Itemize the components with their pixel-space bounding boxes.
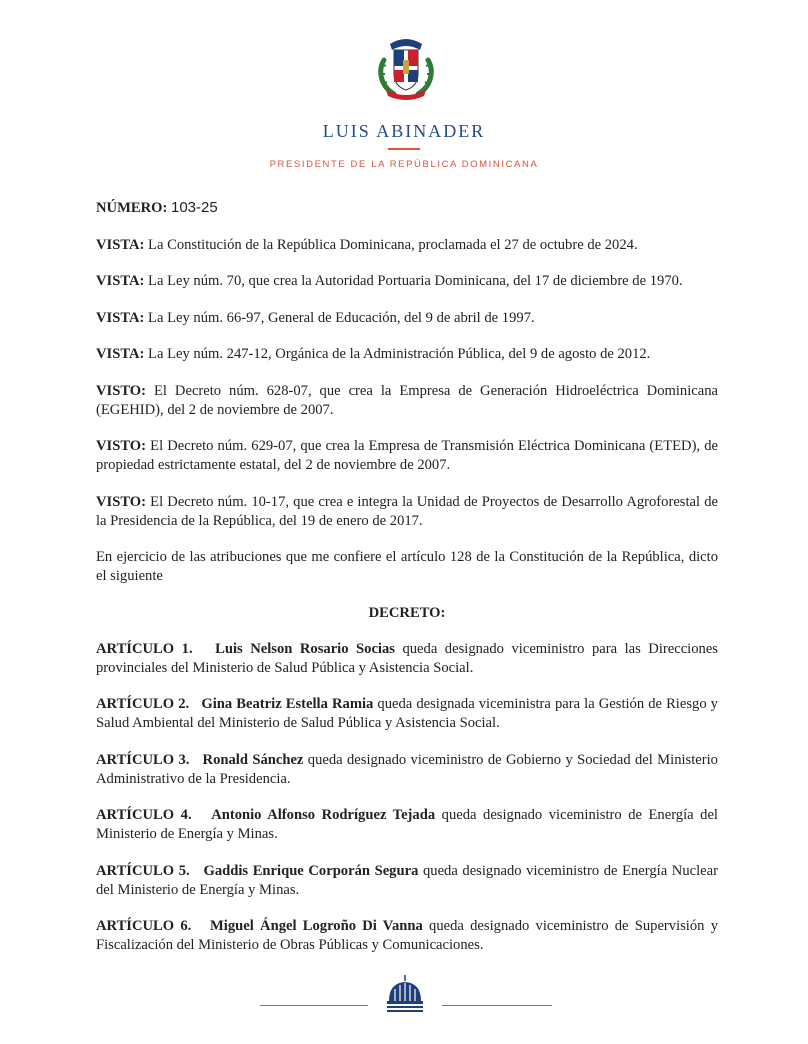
preamble: En ejercicio de las atribuciones que me confiere el artículo 128 de la Constitución de la República, dicto el siguiente xyxy=(96,549,718,584)
articulo-text: queda designado viceministro de Gobierno y Sociedad del Ministerio Administrativo de la Presidencia. xyxy=(96,751,718,787)
visto-paragraph xyxy=(96,382,718,420)
designee-name: Miguel Ángel Logroño Di Vanna xyxy=(210,918,423,934)
visto-text: El Decreto núm. 628-07, que crea la Empresa de Generación Hidroeléctrica Dominicana (EGEHID), del 2 de noviembre de 2007. xyxy=(96,382,718,418)
designee-name: Gina Beatriz Estella Ramia xyxy=(201,696,374,712)
president-title: PRESIDENTE DE LA REPÚBLICA DOMINICANA xyxy=(269,159,539,170)
designee-name: Ronald Sánchez xyxy=(202,751,304,768)
decreto-heading: DECRETO: xyxy=(368,604,446,621)
articulo-paragraph xyxy=(96,751,718,789)
visto-label: VISTA: xyxy=(96,273,145,289)
articulo-text: queda designada viceministra para la Gestión de Riesgo y Salud Ambiental del Ministerio de Salud Pública y Asistencia Social. xyxy=(96,696,718,731)
visto-label: VISTA: xyxy=(96,309,145,326)
visto-paragraph xyxy=(96,437,718,475)
visto-paragraph xyxy=(96,345,718,364)
page-footer xyxy=(0,973,808,1017)
palace-dome-icon xyxy=(385,975,425,1013)
visto-paragraph xyxy=(96,236,718,255)
articulo-paragraph xyxy=(96,695,718,733)
president-name: LUIS ABINADER xyxy=(322,121,486,141)
visto-text: La Ley núm. 70, que crea la Autoridad Portuaria Dominicana, del 17 de diciembre de 1970. xyxy=(148,273,683,289)
articulo-text: queda designado viceministro de Supervisión y Fiscalización del Ministerio de Obras Públicas y Comunicaciones. xyxy=(96,918,718,953)
visto-label: VISTO: xyxy=(96,438,147,454)
numero-line xyxy=(96,198,718,218)
visto-label: VISTA: xyxy=(96,346,145,362)
articulo-label: ARTÍCULO 5. xyxy=(96,862,190,879)
visto-text: La Ley núm. 247-12, Orgánica de la Administración Pública, del 9 de agosto de 2012. xyxy=(148,346,651,362)
articulo-paragraph xyxy=(96,862,718,900)
numero-label: NÚMERO: xyxy=(96,200,168,216)
articulo-text: queda designado viceministro para las Direcciones provinciales del Ministerio de Salud Pública y Asistencia Social. xyxy=(96,640,718,676)
articulo-label: ARTÍCULO 3. xyxy=(96,751,190,768)
visto-text: La Ley núm. 66-97, General de Educación, del 9 de abril de 1997. xyxy=(148,309,535,326)
visto-text: La Constitución de la República Dominicana, proclamada el 27 de octubre de 2024. xyxy=(148,236,638,253)
visto-label: VISTO: xyxy=(96,493,147,510)
numero-value: 103-25 xyxy=(171,199,218,216)
articulo-label: ARTÍCULO 6. xyxy=(96,918,192,934)
visto-label: VISTO: xyxy=(96,382,147,399)
articulo-text: queda designado viceministro de Energía Nuclear del Ministerio de Energía y Minas. xyxy=(96,862,718,898)
visto-label: VISTA: xyxy=(96,236,145,253)
footer-line-right xyxy=(442,1005,552,1006)
designee-name: Luis Nelson Rosario Socias xyxy=(215,640,395,657)
articulo-label: ARTÍCULO 1. xyxy=(96,640,193,657)
articulo-paragraph xyxy=(96,640,718,678)
visto-paragraph xyxy=(96,493,718,531)
coat-of-arms-icon xyxy=(370,30,442,102)
articulo-text: queda designado viceministro de Energía del Ministerio de Energía y Minas. xyxy=(96,807,718,842)
articulo-paragraph xyxy=(96,806,718,844)
designee-name: Gaddis Enrique Corporán Segura xyxy=(203,862,419,879)
decree-body xyxy=(96,198,718,973)
designee-name: Antonio Alfonso Rodríguez Tejada xyxy=(211,807,436,823)
articulo-label: ARTÍCULO 2. xyxy=(96,696,190,712)
articulo-label: ARTÍCULO 4. xyxy=(96,807,192,823)
articulo-paragraph xyxy=(96,917,718,955)
name-divider xyxy=(388,148,420,150)
visto-paragraph xyxy=(96,272,718,291)
footer-line-left xyxy=(260,1005,368,1006)
visto-paragraph xyxy=(96,309,718,328)
visto-text: El Decreto núm. 629-07, que crea la Empresa de Transmisión Eléctrica Dominicana (ETED), de propiedad estrictamente estatal, del 2 de noviembre de 2007. xyxy=(96,438,718,473)
visto-text: El Decreto núm. 10-17, que crea e integra la Unidad de Proyectos de Desarrollo Agroforestal de la Presidencia de la República, del 19 de enero de 2017. xyxy=(96,493,718,529)
